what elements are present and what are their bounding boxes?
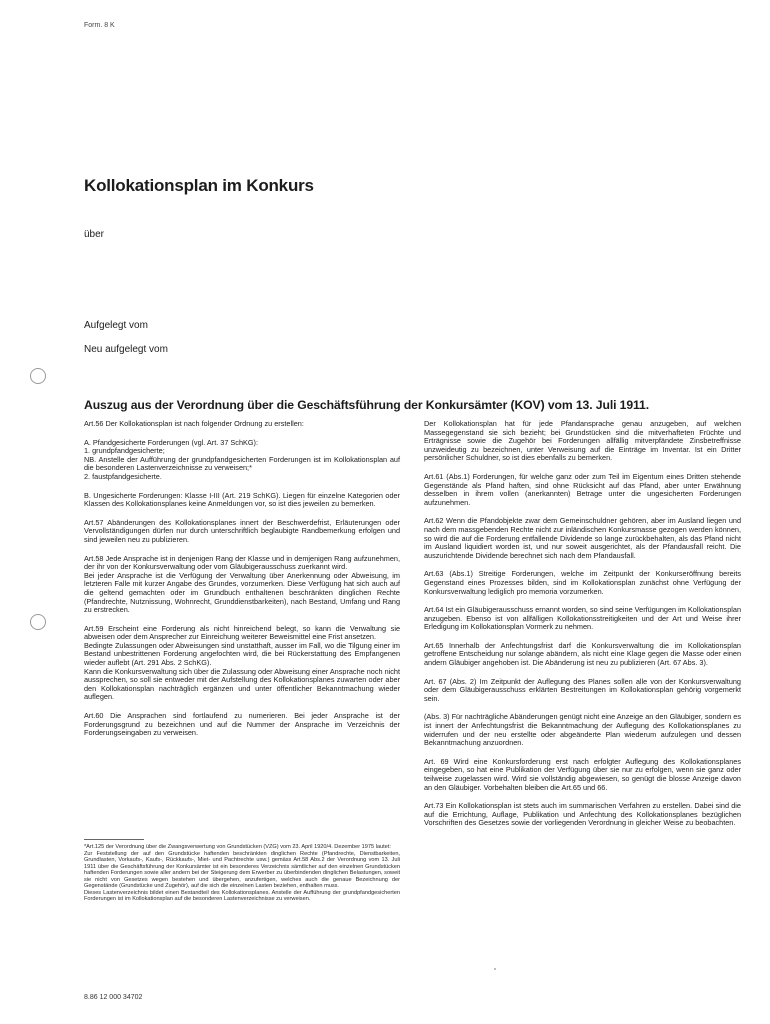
right-column-paragraph: (Abs. 3) Für nachträgliche Abänderungen genügt nicht eine Anzeige an den Gläubiger, sondern es ist innert der Anfechtungsfrist die Bekanntmachung der Auflegung des Kollokationsplanes zu widerrufen und der neu erstellte oder abgeänderte Plan wiederum aufzulegen und dessen Bekanntmachung anzuordnen. bbox=[424, 712, 741, 748]
right-column-paragraph: Art.73 Ein Kollokationsplan ist stets auch im summarischen Verfahren zu erstellen. Dabei sind die auf die Errichtung, Auflage, Publikation und Anfechtung des Kollokationsplanes bezüglichen Vorschriften des Gesetzes sowie der vorliegenden Verordnung in gleicher Weise zu beobachten. bbox=[424, 801, 741, 828]
left-column-paragraph: A. Pfandgesicherte Forderungen (vgl. Art. 37 SchKG): 1. grundpfandgesicherte; NB. Anstelle der Aufführung der grundpfandgesicherten Forderungen ist im Kollokationsplan auf die besonderen Lastenverzeichnisse zu verweisen;* 2. faustpfandgesicherte. bbox=[84, 437, 400, 481]
right-column-paragraph: Art. 69 Wird eine Konkursforderung erst nach erfolgter Auflegung des Kollokationsplanes eingegeben, so hat eine Publikation der Verfügung über sie nur zu erfolgen, wenn sie ganz oder teilweise zugelassen wird. Wird sie vollständig abgewiesen, so genügt die blosse Anzeige davon an den Gläubiger. Vorbehalten bleiben die Art.65 und 66. bbox=[424, 756, 741, 792]
right-column-paragraph: Art.62 Wenn die Pfandobjekte zwar dem Gemeinschuldner gehören, aber im Ausland liegen und nach dem massgebenden Rechte nicht zur inländischen Konkursmasse gezogen werden können, so wird die auf die Forderung entfallende Dividende so lange zurückbehalten, als das Pfand nicht im Ausland liquidiert worden ist, und nur soweit ausgerichtet, als der Pfandausfall reicht. Die auszurichtende Dividende berechnet sich nach dem Pfandausfall. bbox=[424, 516, 741, 560]
left-column-paragraph: Art.60 Die Ansprachen sind fortlaufend zu numerieren. Bei jeder Ansprache ist der Forderungsgrund zu bezeichnen und auf die Nummer der Ansprache im Verzeichnis der Forderungseingaben zu verweisen. bbox=[84, 711, 400, 738]
left-column-paragraph: B. Ungesicherte Forderungen: Klasse I-III (Art. 219 SchKG). Liegen für einzelne Kategorien oder Klassen des Kollokationsplanes keine Anmeldungen vor, so ist dies jeweilen zu bemerken. bbox=[84, 490, 400, 509]
form-number: Form. 8 K bbox=[84, 22, 115, 29]
ueber-label: über bbox=[84, 229, 105, 240]
right-column-paragraph: Art.63 (Abs.1) Streitige Forderungen, welche im Zeitpunkt der Konkurseröffnung bereits Gegenstand eines Prozesses bilden, sind im Kollokationsplan zunächst ohne Verfügung der Konkursverwaltung lediglich pro memoria vorzumerken. bbox=[424, 569, 741, 596]
right-column-paragraph: Art.64 Ist ein Gläubigerausschuss ernannt worden, so sind seine Verfügungen im Kollokationsplan anzugeben. Ebenso ist von allfälligen Kollokationsstreitigkeiten und der Art und Weise ihrer Erledigung im Kollokationsplan Vormerk zu nehmen. bbox=[424, 605, 741, 632]
footnote: *Art.125 der Verordnung über die Zwangsverwertung von Grundstücken (VZG) vom 23. April 1920/4. Dezember 1975 lautet: Zur Feststellung der auf den Grundstücke haftenden beschränkten dinglichen Rechte (Pfandrechte, Dienstbarkeiten, Grundlasten, Vorkaufs-, Kaufs-, Rückkaufs-, Miet- und Pachtrechte usw.) gemäss Art.58 Abs.2 der Verordnung vom 13. Juli 1911 über die Geschäftsführung der Konkursämter ist ein besonderes Verzeichnis sämtlicher auf den einzelnen Grundstücken haftenden Forderungen sowie aller andern bei der Steigerung dem Erwerber zu überbindenden dinglichen Belastungen, soweit sie nicht von Gesetzes wegen bestehen und übergehen, anzufertigen, welches auch die genaue Bezeichnung der Gegenstände (Grundstücke und Zugehör), auf die sich die einzelnen Lasten beziehen, enthalten muss. Dieses Lastenverzeichnis bildet einen Bestandteil des Kollokationsplanes. Anstelle der Aufführung der grundpfandgesicherten Forderungen ist im Kollokationsplan auf die besonderen Lastenverzeichnisse zu verweisen. bbox=[84, 844, 400, 902]
left-column-paragraph: Art.57 Abänderungen des Kollokationsplanes innert der Beschwerdefrist, Erläuterungen oder Vervollständigungen dürfen nur durch unterschriftlich beglaubigte Randbemerkung erfolgen und sind jeweilen neu zu publizieren. bbox=[84, 517, 400, 544]
left-column-paragraph: Art.58 Jede Ansprache ist in denjenigen Rang der Klasse und in demjenigen Rang aufzunehmen, der ihr von der Konkursverwaltung oder vom Gläubigerausschuss zuerkannt wird. Bei jeder Ansprache ist die Verfügung der Verwaltung über Anerkennung oder Abweisung, im letzteren Falle mit kurzer Angabe des Grundes, vorzumerken. Diese Verfügung hat sich auch auf die geltend gemachten oder im Grundbuch enthaltenen beschränkten dinglichen Rechte (Pfandrechte, Nutznissung, Wohnrecht, Grunddienstbarkeiten), nach Bestand, Umfang und Rang zu erstrecken. bbox=[84, 553, 400, 615]
section-heading: Auszug aus der Verordnung über die Geschäftsführung der Konkursämter (KOV) vom 13. Juli 1911. bbox=[84, 398, 649, 412]
right-column bbox=[424, 420, 741, 838]
left-column-paragraph: Art.56 Der Kollokationsplan ist nach folgender Ordnung zu erstellen: bbox=[84, 419, 304, 428]
right-column-paragraph: Der Kollokationsplan hat für jede Pfandansprache genau anzugeben, auf welchen Massegegenstand sie sich bezieht; bei Grundstücken sind die mitverhafteten Früchte und Erträgnisse sowie die Zugehör bei Forderungen allfällig mitverpfändete Zinsbetreffnisse unzweideutig zu bezeichnen, unter Verweisung auf die Einträge im Inventar. Ist ein Dritter persönlicher Schuldner, so ist dies ebenfalls zu bemerken. bbox=[424, 419, 741, 463]
scan-speck bbox=[494, 968, 496, 970]
neu-aufgelegt-vom-label: Neu aufgelegt vom bbox=[84, 344, 168, 355]
right-column-paragraph: Art.61 (Abs.1) Forderungen, für welche ganz oder zum Teil im Eigentum eines Dritten stehende Gegenstände als Pfand haften, sind ohne Rücksicht auf das Pfand, aber unter Erwähnung desselben in ihrem vollen (anerkannten) Betrage unter die ungesicherten Forderungen aufzunehmen. bbox=[424, 471, 741, 507]
right-column-paragraph: Art. 67 (Abs. 2) Im Zeitpunkt der Auflegung des Planes sollen alle von der Konkursverwaltung oder dem Gläubigerausschuss erklärten Bestreitungen im Kollokationsplan gehörig vorgemerkt sein. bbox=[424, 676, 741, 703]
form-code: 8.86 12 000 34702 bbox=[84, 994, 143, 1001]
left-column-paragraph: Art.59 Erscheint eine Forderung als nicht hinreichend belegt, so kann die Verwaltung sie abweisen oder dem Ansprecher zur Einreichung weiterer Beweismittel eine Frist ansetzen. Bedingte Zulassungen oder Abweisungen sind unstatthaft, ausser im Fall, wo die Tilgung einer im Bestand unbestrittenen Forderung angefochten wird, die bei Rückerstattung des Empfangenen wieder auflebt (Art. 291 Abs. 2 SchKG). Kann die Konkursverwaltung sich über die Zulassung oder Abweisung einer Ansprache noch nicht aussprechen, so soll sie entweder mit der Aufstellung des Kollokationsplanes zuwarten oder aber den Kollokationsplan nachträglich ergänzen und unter öffentlicher Bekanntmachung wieder auflegen. bbox=[84, 623, 400, 702]
aufgelegt-vom-label: Aufgelegt vom bbox=[84, 320, 148, 331]
right-column-paragraph: Art.65 Innerhalb der Anfechtungsfrist darf die Konkursverwaltung die im Kollokationsplan getroffene Entscheidung nur solange abändern, als nicht eine Klage gegen die Masse oder einen andern Gläubiger angehoben ist. Die Abänderung ist neu zu publizieren (Art. 67 Abs. 3). bbox=[424, 640, 741, 668]
punch-hole bbox=[30, 614, 46, 630]
page-title: Kollokationsplan im Konkurs bbox=[84, 176, 314, 195]
footnote-rule bbox=[84, 839, 144, 840]
punch-hole bbox=[30, 368, 46, 384]
left-column bbox=[84, 420, 400, 748]
